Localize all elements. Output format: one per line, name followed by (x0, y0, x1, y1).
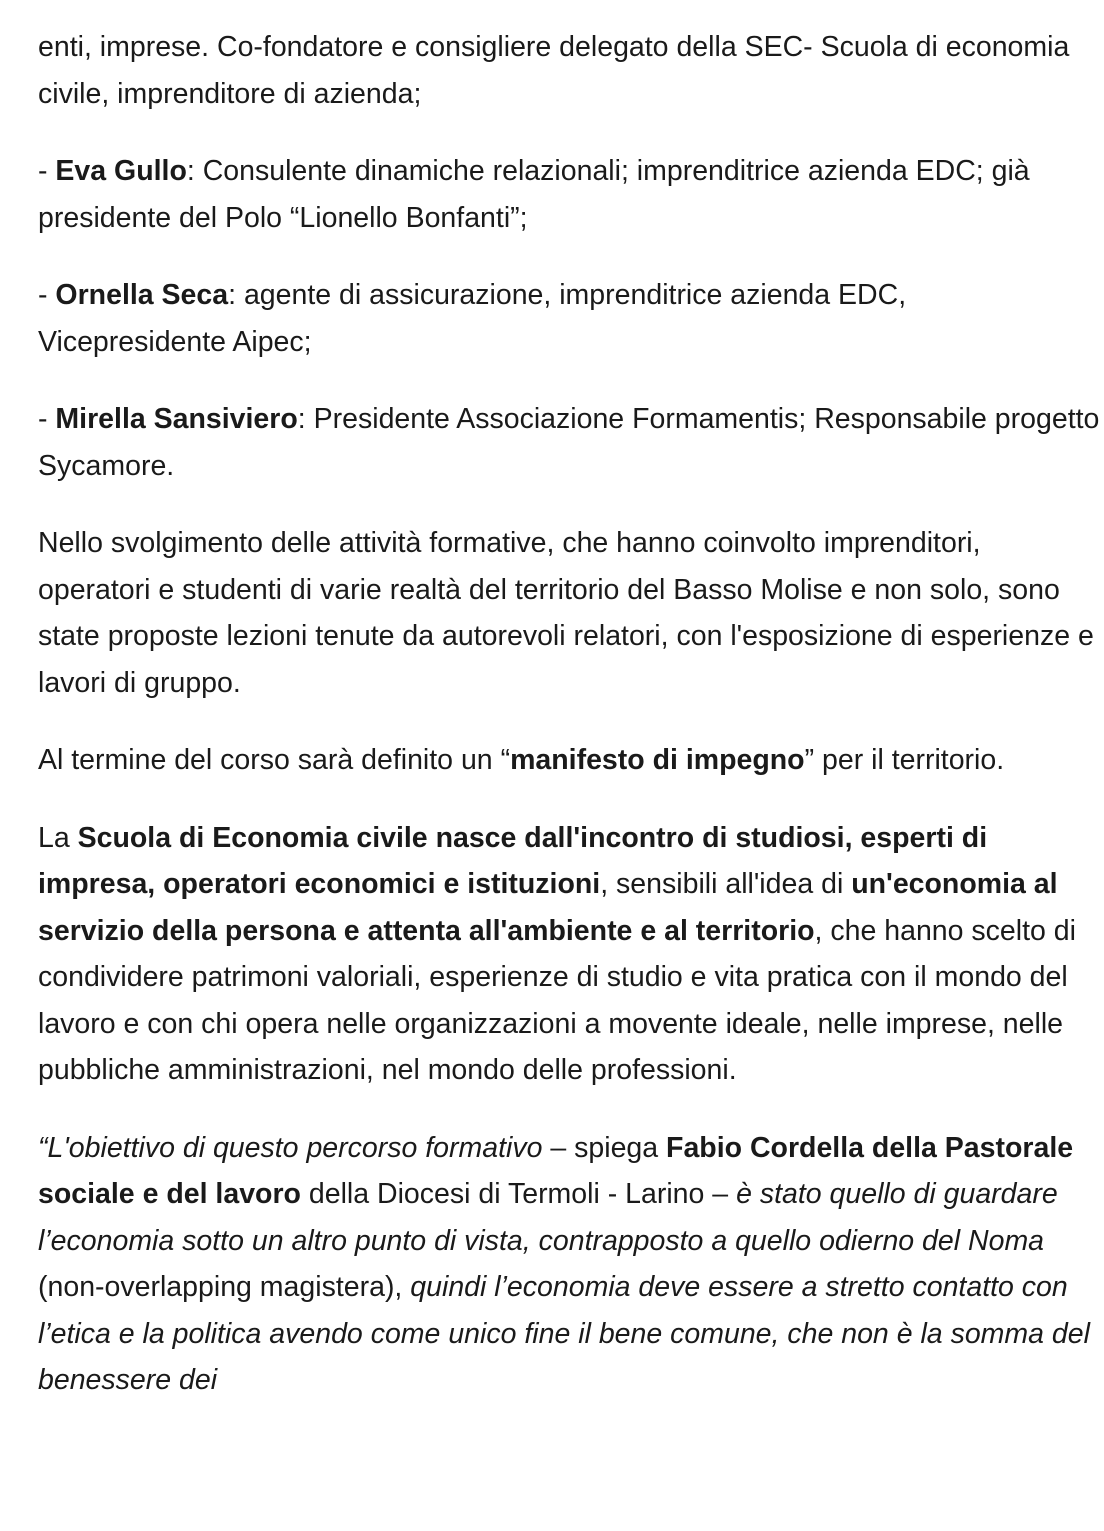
manifesto-emphasis: manifesto di impegno (510, 744, 805, 776)
person-name: Eva Gullo (55, 155, 187, 187)
list-dash: - (38, 155, 56, 187)
paragraph-school-description (38, 815, 1100, 1094)
list-item-ornella-seca (38, 272, 1100, 365)
school-emphasis: Scuola di Economia civile nasce dall'incontro di studiosi, esperti di impresa, operatori economici e istituzioni (38, 821, 988, 900)
list-dash: - (38, 403, 56, 435)
speaker-emphasis: Fabio Cordella della Pastorale sociale e del lavoro (38, 1131, 1074, 1210)
list-item-eva-gullo (38, 148, 1100, 241)
paragraph-text: Al termine del corso sarà definito un “ (38, 744, 511, 776)
person-description: : Consulente dinamiche relazionali; imprenditrice azienda EDC; già presidente del Polo “Lionello Bonfanti”; (38, 155, 1030, 234)
paragraph-text: (non-overlapping magistera), (38, 1271, 411, 1303)
person-description: : agente di assicurazione, imprenditrice azienda EDC, Vicepresidente Aipec; (38, 279, 907, 358)
quote-italic: quindi l’economia deve essere a stretto contatto con l’etica e la politica avendo come unico fine il bene comune, che non è la somma del benessere dei (38, 1271, 1090, 1396)
quote-italic: è stato quello di guardare l’economia sotto un altro punto di vista, contrapposto a quello odierno del Noma (38, 1178, 1058, 1257)
article-body (38, 24, 1100, 1435)
paragraph-text: , che hanno scelto di condividere patrimoni valoriali, esperienze di studio e vita pratica con il mondo del lavoro e con chi opera nelle organizzazioni a movente ideale, nelle imprese, nelle pubbliche amministrazioni, nel mondo delle professioni. (38, 914, 1076, 1086)
list-dash: - (38, 279, 56, 311)
economy-emphasis: un'economia al servizio della persona e attenta all'ambiente e al territorio (38, 868, 1058, 947)
paragraph-text: La (38, 821, 78, 854)
paragraph-activities (38, 520, 1100, 706)
person-name: Ornella Seca (55, 279, 229, 311)
list-item-mirella-sansiviero (38, 396, 1100, 489)
paragraph-text: enti, imprese. Co-fondatore e consigliere delegato della SEC- Scuola di economia civile, imprenditore di azienda; (38, 31, 1070, 110)
quote-italic: “L'obiettivo di questo percorso formativo (38, 1131, 543, 1164)
paragraph-text: – spiega (542, 1131, 667, 1164)
paragraph-text: Nello svolgimento delle attività formative, che hanno coinvolto imprenditori, operatori e studenti di varie realtà del territorio del Basso Molise e non solo, sono state proposte lezioni tenute da autorevoli relatori, con l'esposizione di esperienze e lavori di gruppo. (38, 527, 1094, 699)
paragraph-intro-continuation (38, 24, 1100, 117)
paragraph-text: ” per il territorio. (804, 744, 1005, 776)
paragraph-manifesto (38, 737, 1100, 784)
paragraph-text: , sensibili all'idea di (600, 868, 852, 900)
person-description: : Presidente Associazione Formamentis; Responsabile progetto Sycamore. (38, 403, 1100, 482)
person-name: Mirella Sansiviero (55, 403, 298, 435)
paragraph-quote (38, 1125, 1100, 1404)
paragraph-text: della Diocesi di Termoli - Larino – (300, 1178, 737, 1210)
